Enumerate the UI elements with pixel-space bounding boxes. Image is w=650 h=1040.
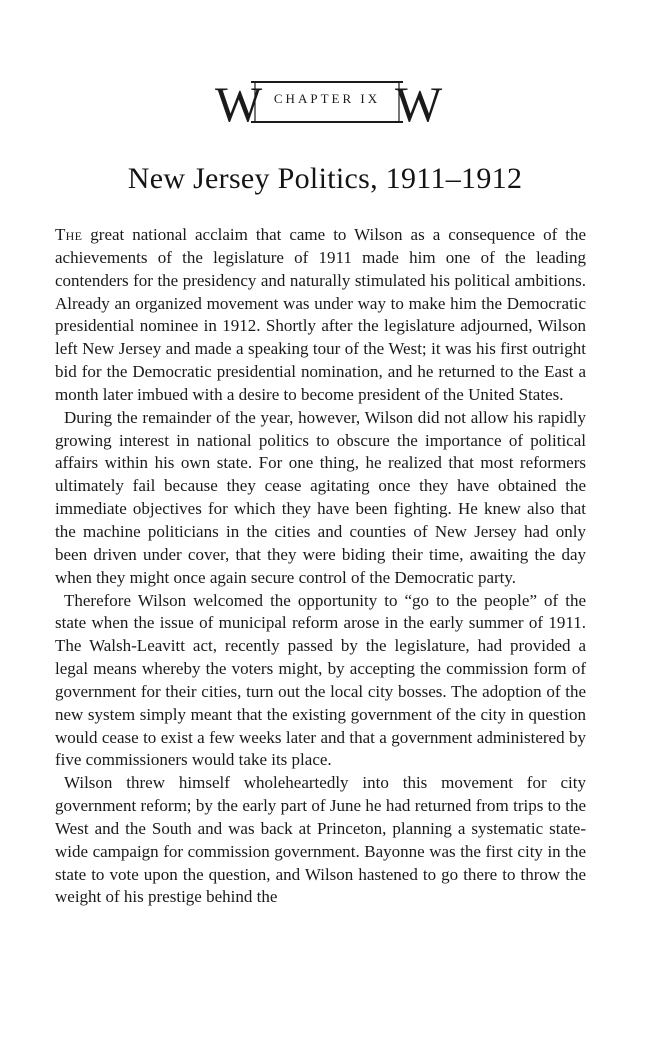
chapter-title: New Jersey Politics, 1911–1912 bbox=[127, 162, 523, 195]
paragraph-1 bbox=[55, 224, 586, 407]
right-w-ornament: W bbox=[395, 76, 443, 132]
body-text bbox=[55, 224, 586, 909]
paragraph-3: Therefore Wilson welcomed the opportunity to “go to the people” of the state when the issue of municipal reform arose in the early summer of 1911. The Walsh-Leavitt act, recently passed by the legislature, had provided a legal means whereby the voters might, by accepting the commission form of government for their cities, turn out the local city bosses. The adoption of the new system simply meant that the existing government of the city in question would cease to exist a few weeks later and that a government administered by five commissioners would take its place. bbox=[55, 590, 586, 770]
chapter-label: CHAPTER IX bbox=[273, 91, 381, 106]
left-w-ornament: W bbox=[215, 76, 263, 132]
paragraph-2: During the remainder of the year, however, Wilson did not allow his rapidly growing interest in national politics to obscure the importance of political affairs within his own state. For one thing, he realized that most reformers ultimately fail because they cease agitating once they have obtained the immediate objectives for which they have been fighting. He knew also that the machine politicians in the cities and counties of New Jersey had only been driven under cover, that they were biding their time, awaiting the day when they might once again secure control of the Democratic party. bbox=[55, 407, 586, 587]
paragraph-4: Wilson threw himself wholeheartedly into this movement for city government reform; by the early part of June he had returned from trips to the West and the South and was back at Princeton, planning a systematic state-wide campaign for commission government. Bayonne was the first city in the state to vote upon the question, and Wilson hastened to go there to throw the weight of his prestige behind the bbox=[55, 773, 586, 907]
paragraph-1-text: great national acclaim that came to Wilson as a consequence of the achievements of the legislature of 1911 made him one of the leading contenders for the presidency and naturally stimulated his political ambitions. Already an organized movement was under way to make him the Democratic presidential nominee in 1912. Shortly after the legislature adjourned, Wilson left New Jersey and made a speaking tour of the West; it was his first outright bid for the Democratic presidential nomination, and he returned to the East a month later imbued with a desire to become president of the United States. bbox=[55, 225, 586, 404]
paragraph-1-lead: The bbox=[55, 225, 83, 244]
chapter-heading-ornament bbox=[215, 76, 443, 132]
